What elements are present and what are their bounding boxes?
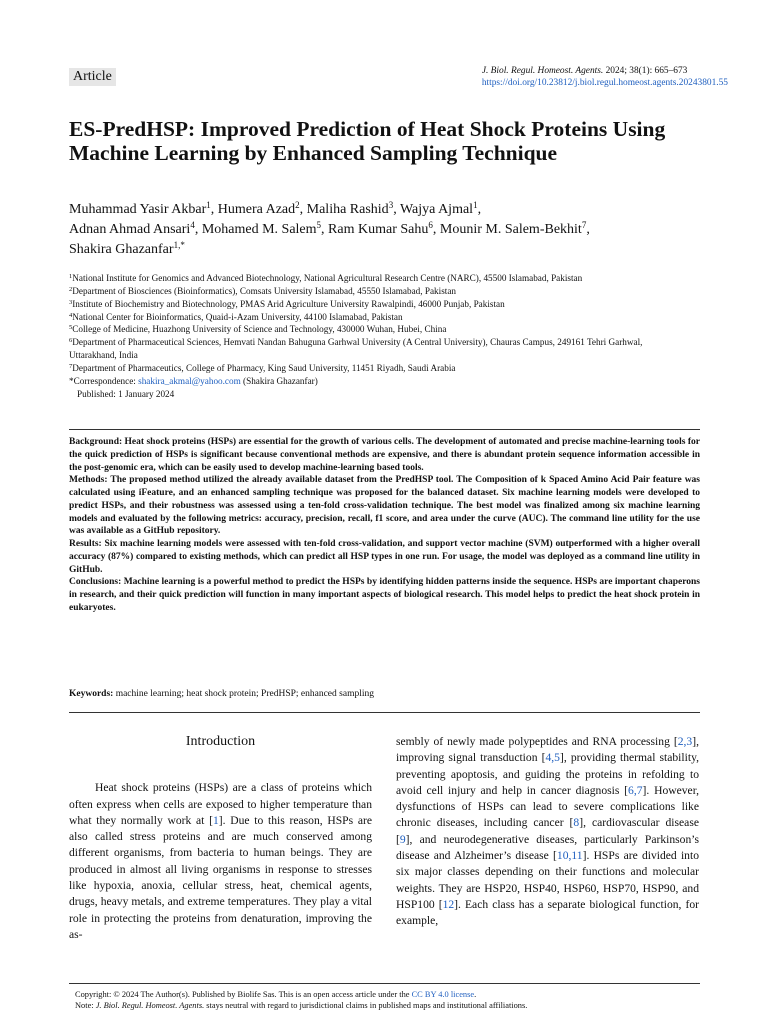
body-text: ], cardiovascular disease [ bbox=[396, 816, 699, 846]
author-separator: , bbox=[299, 202, 307, 217]
citation-link[interactable]: 10,11 bbox=[556, 849, 583, 863]
copyright-end: . bbox=[474, 990, 477, 999]
body-text: ]. Each class has a separate biological function, for example, bbox=[396, 897, 699, 928]
body-text: Heat shock proteins (HSPs) are a class of proteins which often express when cells are exposed to higher temperature than what they normally work at [ bbox=[69, 781, 372, 827]
affiliation-text: Department of Pharmaceutical Sciences, Hemvati Nandan Bahuguna Garhwal University (A Central University), Chauras Campus, 249161 Tehri Garhwal, Uttarakhand, India bbox=[69, 337, 643, 361]
citation-link[interactable]: 2,3 bbox=[677, 735, 693, 748]
author-name: Muhammad Yasir Akbar bbox=[69, 202, 207, 217]
author-separator: , bbox=[210, 202, 218, 217]
author-separator: , bbox=[194, 222, 202, 237]
author-name: Wajya Ajmal bbox=[399, 202, 474, 217]
affiliation-number: 3 bbox=[69, 298, 73, 306]
intro-left-column bbox=[69, 734, 372, 943]
affiliation-item bbox=[69, 362, 689, 375]
author-name: Mounir M. Salem-Bekhit bbox=[439, 222, 582, 237]
correspondence: *Correspondence: shakira_akmal@yahoo.com (Shakira Ghazanfar) bbox=[69, 375, 318, 386]
affiliation-item bbox=[69, 285, 689, 298]
doi-link[interactable]: https://doi.org/10.23812/j.biol.regul.homeost.agents.20243801.55 bbox=[481, 77, 728, 88]
note-line bbox=[75, 1000, 715, 1011]
intro-paragraph-continued bbox=[396, 734, 699, 930]
author-separator: , bbox=[393, 202, 400, 217]
abstract-methods: Methods: The proposed method utilized the already available dataset from the PredHSP tool. The Composition of k Spaced Amino Acid Pair feature was calculated using iFeature, and an enhanced sampling technique was proposed for the balanced dataset. Six machine learning models were developed to predict HSPs, and their robustness was assessed using a ten-fold cross-validation technique. The best model was finalized among six machine learning models and evaluated by the following metrics: accuracy, precision, recall, f1 score, and area under the curve (AUC). The command line utility for the use was available as a GitHub repository. bbox=[69, 475, 700, 537]
author-name: Shakira Ghazanfar bbox=[69, 242, 174, 257]
intro-paragraph bbox=[69, 780, 372, 943]
author-affiliation-marker: 6 bbox=[428, 220, 433, 230]
affiliation-number: 7 bbox=[69, 362, 73, 370]
author-name: Maliha Rashid bbox=[306, 202, 389, 217]
published-date: Published: 1 January 2024 bbox=[77, 388, 175, 399]
keywords-label: Keywords: bbox=[69, 689, 114, 699]
body-text: ]. HSPs are divided into six major classes depending on their functions and molecular weights. They are HSP20, HSP40, HSP60, HSP70, HSP90, and HSP100 [ bbox=[396, 849, 699, 911]
author-name: Humera Azad bbox=[217, 202, 296, 217]
body-text: ]. Due to this reason, HSPs are also called stress proteins and are much conserved among different organisms, from bacteria to human beings. They are produced in almost all living organisms in response to stresses like hypoxia, anoxia, cellular stress, heat, chemical agents, drugs, heavy metals, and extreme temperatures. They play a vital role in protecting the proteins from denaturation, improving the as- bbox=[69, 813, 372, 941]
affiliation-text: College of Medicine, Huazhong University of Science and Technology, 430000 Wuhan, Hubei, China bbox=[72, 324, 447, 335]
note-text: stays neutral with regard to jurisdictional claims in published maps and institutional affiliations. bbox=[204, 1001, 528, 1011]
author-affiliation-marker: 4 bbox=[190, 220, 195, 230]
author-separator: , bbox=[321, 222, 329, 237]
citation-link[interactable]: 6,7 bbox=[628, 783, 643, 797]
body-text: ], improving signal transduction [ bbox=[396, 735, 699, 765]
abstract-conclusions: Conclusions: Machine learning is a powerful method to predict the HSPs by identifying hidden patterns inside the sequence. HSPs are important chaperons in research, and their quick prediction will function in many important aspects of biological research. This model helps to predict the heat shock protein in eukaryotes. bbox=[69, 577, 700, 613]
journal-citation bbox=[482, 66, 728, 89]
affiliation-number: 6 bbox=[69, 337, 73, 345]
citation-link[interactable]: 1 bbox=[212, 813, 219, 827]
correspondence-email-link[interactable]: shakira_akmal@yahoo.com bbox=[138, 375, 241, 386]
section-heading-introduction: Introduction bbox=[185, 734, 256, 749]
abstract-top-rule bbox=[69, 429, 700, 430]
article-type-label: Article bbox=[69, 68, 116, 86]
citation-link[interactable]: 4,5 bbox=[545, 751, 560, 765]
correspondence-label: Correspondence: bbox=[73, 375, 139, 386]
affiliation-text: Institute of Biochemistry and Biotechnology, PMAS Arid Agriculture University Rawalpindi, 46000 Punjab, Pakistan bbox=[72, 298, 505, 309]
journal-name: J. Biol. Regul. Homeost. Agents. bbox=[481, 66, 604, 76]
affiliation-text: Department of Pharmaceutics, College of Pharmacy, King Saud University, 11451 Riyadh, Saudi Arabia bbox=[72, 362, 456, 373]
keywords-text: machine learning; heat shock protein; PredHSP; enhanced sampling bbox=[113, 689, 374, 699]
author-affiliation-marker: 1,* bbox=[173, 240, 185, 250]
citation-details: 2024; 38(1): 665–673 bbox=[603, 66, 688, 76]
author-affiliation-marker: 7 bbox=[581, 220, 587, 230]
author-separator: , bbox=[477, 202, 482, 217]
affiliation-item bbox=[69, 298, 689, 311]
abstract-background: Background: Heat shock proteins (HSPs) are essential for the growth of various cells. The development of automated and precise machine-learning tools for the quick prediction of HSPs is significant because conventional methods are expensive, and there is abundant protein sequence information accessible in the post-genomic era, which can be easily used to develop machine-learning based tools. bbox=[69, 437, 700, 473]
affiliations bbox=[69, 272, 689, 400]
paper-title: ES-PredHSP: Improved Prediction of Heat Shock Proteins Using Machine Learning by Enhanced Sampling Technique bbox=[69, 117, 666, 165]
footer-rule bbox=[69, 983, 700, 984]
author-name: Mohamed M. Salem bbox=[201, 222, 317, 237]
author-affiliation-marker: 5 bbox=[316, 220, 322, 230]
citation-link[interactable]: 8 bbox=[573, 816, 580, 830]
author-affiliation-marker: 1 bbox=[473, 200, 478, 210]
intro-right-column bbox=[396, 734, 699, 930]
body-text: ]. However, dysfunctions of HSPs can lead to severe complications like chronic diseases, including cancer [ bbox=[396, 783, 699, 830]
affiliation-number: 2 bbox=[69, 285, 73, 293]
affiliation-text: Department of Biosciences (Bioinformatics), Comsats University Islamabad, 45550 Islamabad, Pakistan bbox=[72, 285, 456, 296]
citation-link[interactable]: 9 bbox=[399, 832, 406, 846]
keywords bbox=[69, 688, 700, 700]
affiliation-item bbox=[69, 272, 689, 285]
note-journal-name: J. Biol. Regul. Homeost. Agents. bbox=[95, 1001, 205, 1011]
abstract bbox=[69, 436, 700, 615]
affiliation-item bbox=[69, 311, 689, 324]
body-text: sembly of newly made polypeptides and RNA processing [ bbox=[396, 735, 678, 748]
affiliation-list bbox=[69, 272, 689, 375]
author-name: Adnan Ahmad Ansari bbox=[69, 222, 191, 237]
affiliation-item bbox=[69, 336, 689, 362]
author-separator: , bbox=[586, 222, 590, 237]
author-affiliation-marker: 2 bbox=[295, 200, 300, 210]
affiliation-item bbox=[69, 323, 689, 336]
copyright-text: Copyright: © 2024 The Author(s). Published by Biolife Sas. This is an open access article under the bbox=[75, 990, 412, 999]
body-text: ], providing thermal stability, preventing apoptosis, and guiding the proteins in refolding to avoid cell injury and help in cancer diagnosis [ bbox=[396, 751, 700, 797]
author-list bbox=[69, 200, 709, 260]
abstract-bottom-rule bbox=[69, 712, 700, 713]
license-link[interactable]: CC BY 4.0 license bbox=[411, 990, 475, 999]
affiliation-number: 1 bbox=[69, 273, 73, 280]
correspondence-name: (Shakira Ghazanfar) bbox=[240, 375, 318, 386]
footer bbox=[75, 989, 715, 1011]
affiliation-text: National Institute for Genomics and Advanced Biotechnology, National Agricultural Research Centre (NARC), 45500 Islamabad, Pakistan bbox=[72, 273, 583, 283]
author-separator: , bbox=[432, 222, 440, 237]
body-text: ], and neurodegenerative diseases, particularly Parkinson’s disease and Alzheimer’s disease [ bbox=[396, 832, 699, 863]
copyright-line bbox=[75, 989, 715, 1000]
author-name: Ram Kumar Sahu bbox=[328, 222, 429, 237]
author-affiliation-marker: 1 bbox=[206, 200, 211, 210]
author-affiliation-marker: 3 bbox=[388, 200, 394, 210]
affiliation-number: 4 bbox=[69, 311, 73, 319]
note-label: Note: bbox=[75, 1001, 96, 1011]
affiliation-text: National Center for Bioinformatics, Quaid-i-Azam University, 44100 Islamabad, Pakistan bbox=[72, 311, 403, 322]
citation-link[interactable]: 12 bbox=[442, 897, 455, 911]
affiliation-number: 5 bbox=[69, 324, 73, 332]
abstract-results: Results: Six machine learning models were assessed with ten-fold cross-validation, and support vector machine (SVM) outperformed with a higher overall accuracy (87%) compared to existing methods, which can predict all HSP types in one run. For usage, the model was deployed as a command line utility in GitHub. bbox=[69, 539, 700, 575]
